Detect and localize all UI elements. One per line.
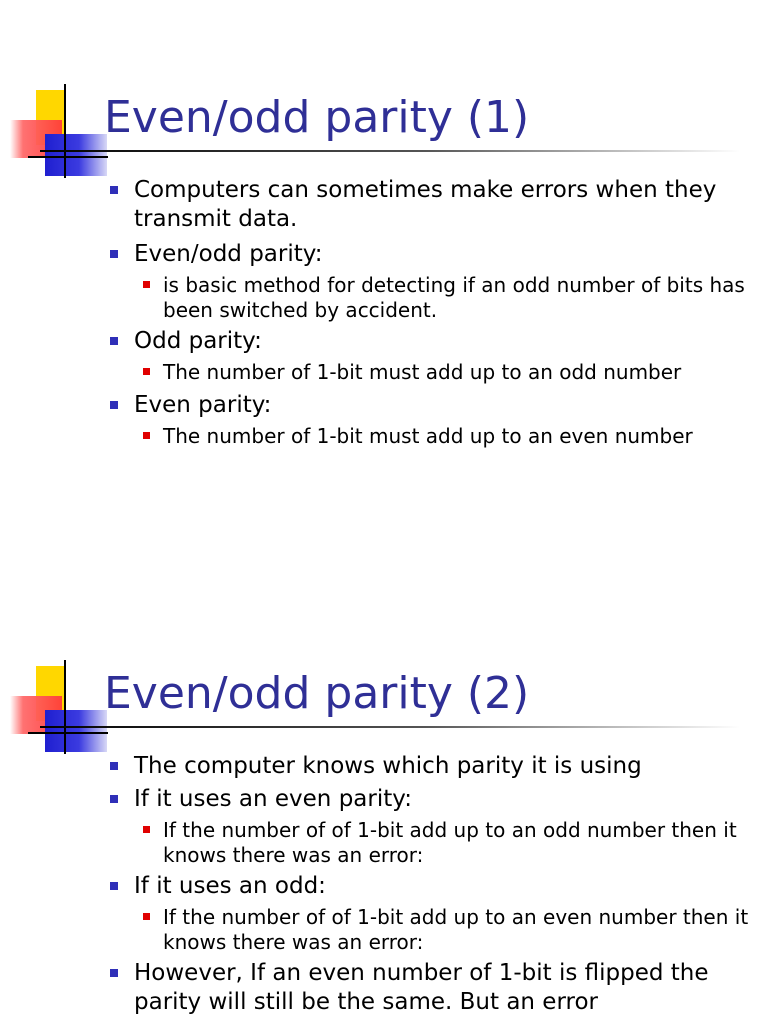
sub-bullet-item: is basic method for detecting if an odd number of bits has been switched by accident.: [134, 273, 758, 323]
logo-vertical-line: [64, 660, 66, 754]
title-underline: [40, 150, 740, 152]
bullet-item: [108, 327, 758, 385]
sub-bullet-list: [134, 273, 758, 323]
bullet-item: [108, 240, 758, 323]
bullet-item: [108, 391, 758, 449]
sub-bullet-item: The number of 1-bit must add up to an even number: [134, 424, 758, 449]
bullet-text: Odd parity:: [134, 328, 262, 354]
bullet-list: [108, 752, 758, 1017]
slide-logo-icon: [0, 90, 110, 180]
slide-2: [0, 576, 768, 1024]
bullet-item: [108, 959, 758, 1017]
bullet-item: [108, 785, 758, 868]
logo-blue-square: [45, 710, 107, 752]
title-underline: [40, 726, 740, 728]
bullet-text: Even/odd parity:: [134, 241, 323, 267]
sub-bullet-list: [134, 424, 758, 449]
sub-bullet-item: The number of 1-bit must add up to an odd number: [134, 360, 758, 385]
sub-bullet-item: If the number of of 1-bit add up to an odd number then it knows there was an error:: [134, 818, 758, 868]
sub-bullet-list: [134, 360, 758, 385]
logo-blue-square: [45, 134, 107, 176]
bullet-text: However, If an even number of 1-bit is flipped the parity will still be the same. But an error: [134, 960, 709, 1015]
slide-title: Even/odd parity (2): [104, 668, 530, 719]
bullet-text: If it uses an odd:: [134, 873, 326, 899]
bullet-item: [108, 872, 758, 955]
sub-bullet-item: If the number of of 1-bit add up to an even number then it knows there was an error:: [134, 905, 758, 955]
bullet-text: Computers can sometimes make errors when they transmit data.: [134, 177, 717, 232]
bullet-list: [108, 176, 758, 449]
bullet-item: [108, 176, 758, 234]
bullet-text: If it uses an even parity:: [134, 786, 412, 812]
logo-horizontal-line: [28, 156, 108, 158]
slide-logo-icon: [0, 666, 110, 756]
bullet-text: Even parity:: [134, 392, 272, 418]
logo-vertical-line: [64, 84, 66, 178]
bullet-item: [108, 752, 758, 781]
slide-title: Even/odd parity (1): [104, 92, 530, 143]
bullet-text: The computer knows which parity it is using: [134, 753, 642, 779]
logo-horizontal-line: [28, 732, 108, 734]
sub-bullet-list: [134, 818, 758, 868]
sub-bullet-list: [134, 905, 758, 955]
